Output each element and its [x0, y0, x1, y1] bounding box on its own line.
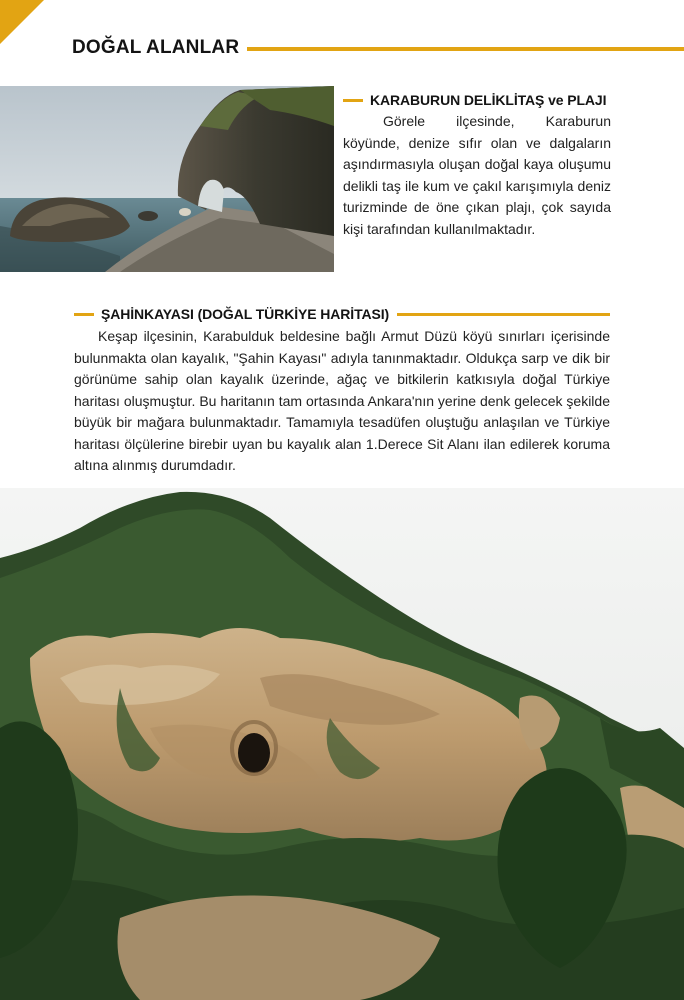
section-heading-row [343, 90, 611, 110]
page-header [72, 34, 684, 62]
heading-dash [74, 313, 94, 316]
section-karaburun [343, 90, 611, 240]
section-sahinkayasi [74, 304, 610, 477]
sahinkayasi-photo [0, 488, 684, 1000]
heading-rule [397, 313, 610, 316]
section-body: Görele ilçesinde, Karaburun köyünde, denize sıfır olan ve dalgaların aşındırmasıyla oluşan doğal kaya oluşumu delikli taş ile kum ve çakıl karışımıyla deniz turizminde de öne çıkan plajı, çok sayıda kişi tarafından kullanılmaktadır. [343, 113, 611, 237]
page-title: DOĞAL ALANLAR [72, 37, 240, 58]
corner-accent-triangle [0, 0, 44, 44]
section-heading-row [74, 304, 610, 324]
header-rule [247, 47, 684, 51]
section-body: Keşap ilçesinin, Karabulduk beldesine bağlı Armut Düzü köyü sınırları içerisinde bulunmakta olan kayalık, "Şahin Kayası" adıyla tanınmaktadır. Oldukça sarp ve dik bir görünüme sahip olan kayalık üzerinde, ağaç ve bitkilerin katkısıyla doğal Türkiye haritası oluşmuştur. Bu haritanın tam ortasında Ankara'nın yerine denk gelecek şekilde büyük bir mağara bulunmaktadır. Tamamıyla tesadüfen oluştuğu anlaşılan ve Türkiye haritası ölçülerine birebir uyan bu kayalık alan 1.Derece Sit Alanı ilan edilerek koruma altına alınmış durumdadır. [74, 328, 610, 473]
section-heading: ŞAHİNKAYASI (DOĞAL TÜRKİYE HARİTASI) [101, 306, 390, 322]
karaburun-photo [0, 86, 334, 272]
heading-dash [343, 99, 363, 102]
section-heading: KARABURUN DELİKLİTAŞ ve PLAJI [370, 92, 607, 108]
